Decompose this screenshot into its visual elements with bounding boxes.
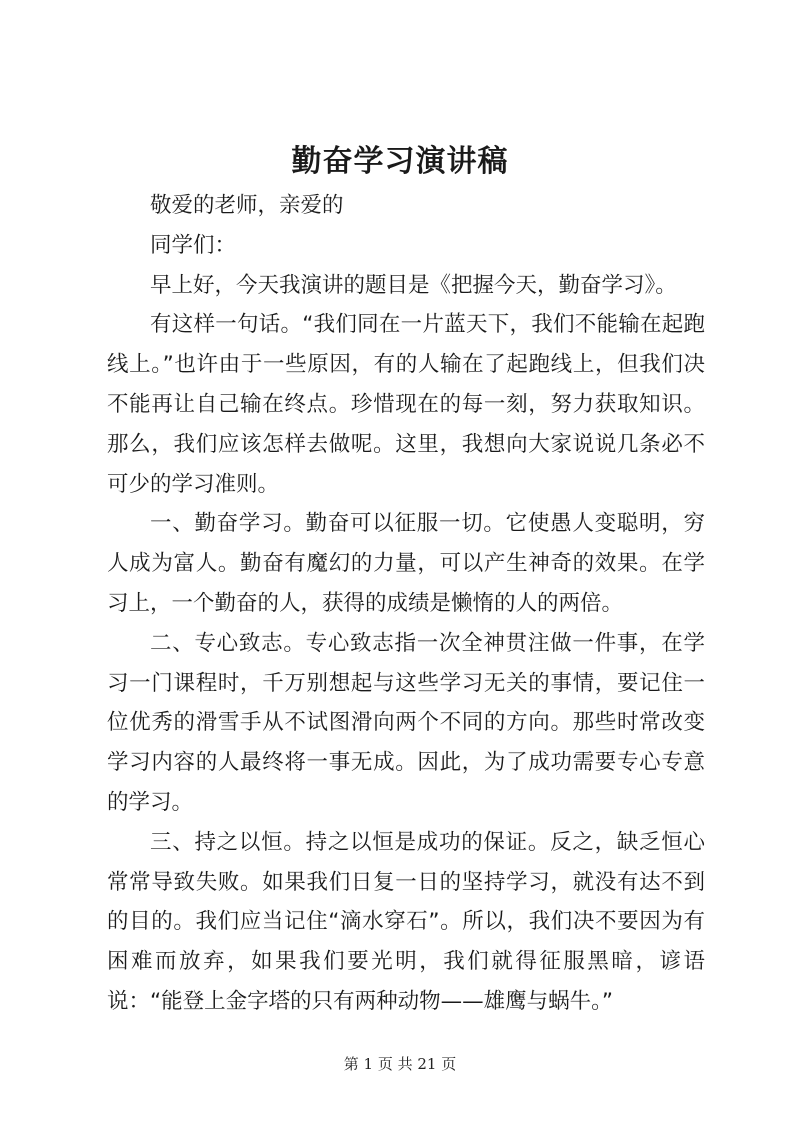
paragraph-salutation-cont: 同学们： [150, 232, 237, 258]
page-number-footer: 第 1 页 共 21 页 [343, 1055, 457, 1073]
paragraph-salutation: 敬爱的老师，亲爱的 [150, 193, 344, 218]
paragraph-point-three: 三、持之以恒。持之以恒是成功的保证。反之，缺乏恒心常常导致失败。如果我们日复一日的坚持学习，就没有达不到的目的。我们应当记住“滴水穿石”。所以，我们决不要因为有困难而放弃，如果我们要光明，我们就得征服黑暗，谚语说：“能登上金字塔的只有两种动物——雄鹰与蜗牛。” [107, 829, 705, 1014]
paragraph-intro: 有这样一句话。“我们同在一片蓝天下，我们不能输在起跑线上。”也许由于一些原因，有的人输在了起跑线上，但我们决不能再让自己输在终点。珍惜现在的每一刻，努力获取知识。那么，我们应该怎样去做呢。这里，我想向大家说说几条必不可少的学习准则。 [107, 312, 705, 497]
paragraph-point-two: 二、专心致志。专心致志指一次全神贯注做一件事，在学习一门课程时，千万别想起与这些学习无关的事情，要记住一位优秀的滑雪手从不试图滑向两个不同的方向。那些时常改变学习内容的人最终将一事无成。因此，为了成功需要专心专意的学习。 [107, 630, 705, 815]
document-title: 勤奋学习演讲稿 [291, 144, 509, 179]
document-body [107, 186, 705, 1022]
paragraph-point-one: 一、勤奋学习。勤奋可以征服一切。它使愚人变聪明，穷人成为富人。勤奋有魔幻的力量，可以产生神奇的效果。在学习上，一个勤奋的人，获得的成绩是懒惰的人的两倍。 [107, 511, 705, 616]
paragraph-greeting: 早上好，今天我演讲的题目是《把握今天，勤奋学习》。 [150, 272, 677, 298]
